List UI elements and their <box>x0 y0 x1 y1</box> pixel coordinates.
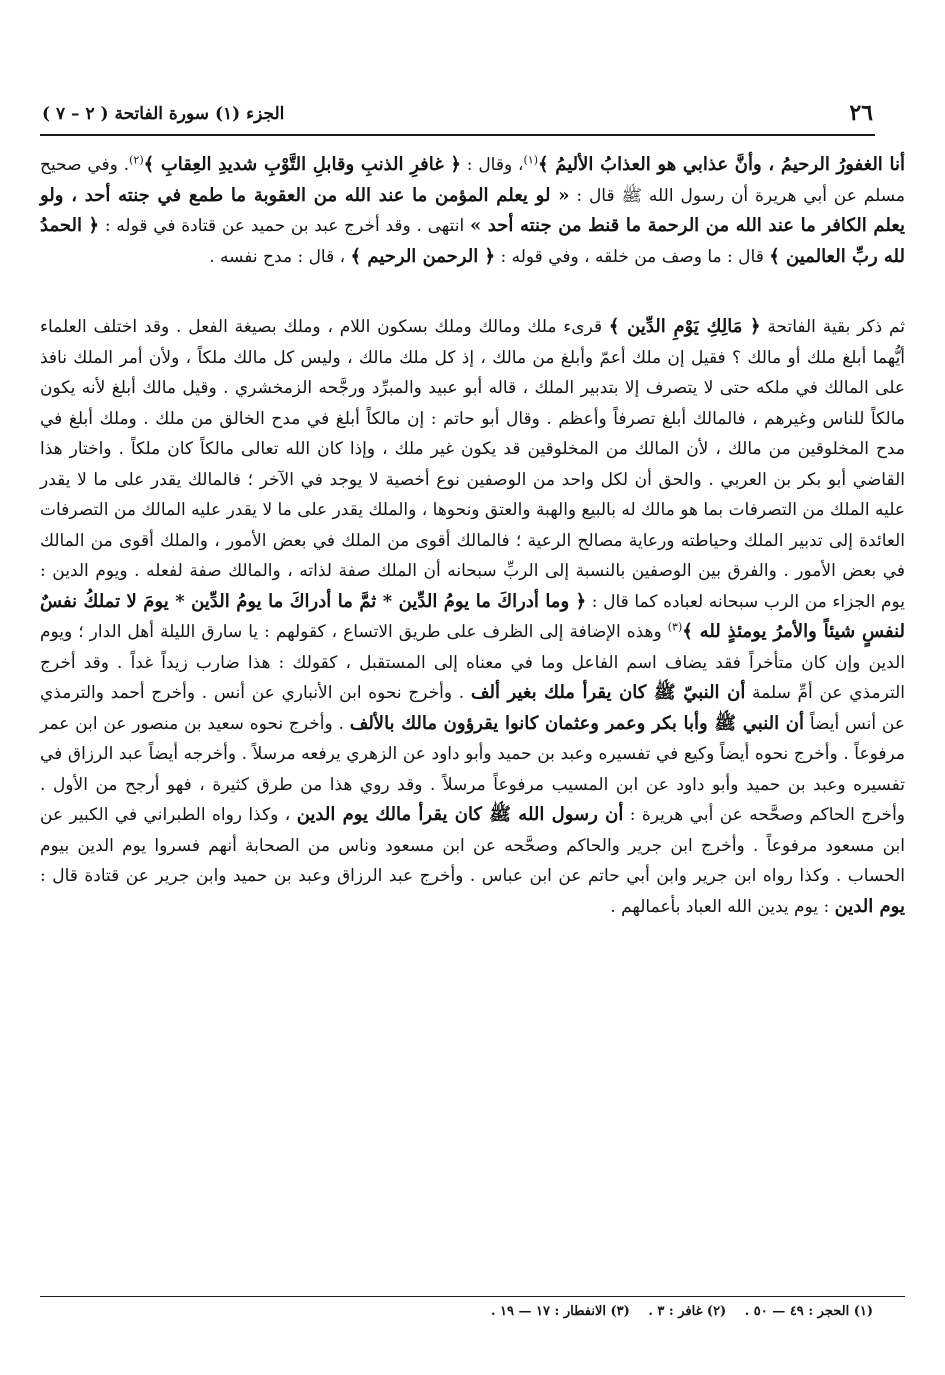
footnote-reference: (٣) <box>667 620 683 634</box>
header-rule <box>40 134 875 136</box>
paragraph-2 <box>40 312 905 922</box>
footnote-1: (١) الحجر : ٤٩ — ٥٠ . <box>744 1304 873 1319</box>
footnotes <box>300 1304 873 1319</box>
emphasized-text: أن النبيّ ﷺ كان يقرأ ملك بغير ألف <box>470 682 746 703</box>
footnote-3: (٣) الانفطار : ١٧ — ١٩ . <box>490 1304 630 1319</box>
text-segment: : يوم يدين الله العباد بأعمالهم . <box>610 896 835 917</box>
text-segment: . وأخرج نحوه ابن الأنباري عن أنس . وأخرج أحمد والترمذي عن أنس أيضاً <box>40 683 905 734</box>
emphasized-text: أن النبي ﷺ وأبا بكر وعمر وعثمان كانوا يقرؤون مالك بالألف <box>349 712 805 734</box>
footnote-2: (٢) غافر : ٣ . <box>648 1304 727 1319</box>
paragraph-1 <box>40 150 905 272</box>
emphasized-text: ﴿ وما أدراكَ ما يومُ الدِّين * ثمَّ ما أدراكَ ما يومُ الدِّين * يومَ لا تملكُ نفسٌ لنفسٍ شيئاً والأمرُ يومئذٍ لله ﴾ <box>40 590 905 642</box>
text-segment: قرىء ملك ومالك وملك بسكون اللام ، وملك بصيغة الفعل . وقد اختلف العلماء أيُّهما أبلغ ملك أو مالك ؟ فقيل إن ملك أعمّ وأبلغ من مالك ، إذ كل ملك مالك ، وليس كل مالك ملكاً ، ولأن أمر الملك نافذ على المالك في ملكه حتى لا يتصرف إلا بتدبير الملك ، قاله أبو عبيد والمبرِّد ورجَّحه الزمخشري . وقيل مالك أبلغ لأنه يكون مالكاً للناس وغيرهم ، فالمالك أبلغ تصرفاً وأعظم . وقال أبو حاتم : إن مالكاً أبلغ في مدح الخالق من ملك . وملك أبلغ في مدح المخلوقين من مالك ، لأن المالك من المخلوقين قد يكون غير ملك ، وإذا كان الله تعالى مالكاً كان ملكاً . واختار هذا القاضي أبو بكر بن العربي . والحق أن لكل واحد من الوصفين نوع أخصية لا يوجد في الآخر ؛ فالمالك يقدر على ما لا يقدر عليه الملك من التصرفات بما هو مالك له بالبيع والهبة والعتق ونحوها ، والملك يقدر على ما لا يقدر عليه المالك من التصرفات العائدة إلى تدبير الملك وحياطته ورعاية مصالح الرعية ؛ فالمالك أقوى من الملك في بعض الأمور ، والملك أقوى من المالك في بعض الأمور . والفرق بين الوصفين بالنسبة إلى الربِّ سبحانه أن الملك صفة لذاته ، والمالك صفة لفعله . ويوم الدين : يوم الجزاء من الرب سبحانه لعباده كما قال : <box>40 317 905 612</box>
text-segment: قال : ما وصف من خلقه ، وفي قوله : <box>495 246 770 267</box>
emphasized-text: يوم الدين <box>834 895 905 917</box>
emphasized-text: ﴿ الحمدُ لله ربِّ العالمين ﴾ <box>40 215 905 267</box>
footnote-rule <box>40 1296 905 1297</box>
emphasized-text: أنا الغفورُ الرحيمُ ، وأنَّ عذابي هو العذابُ الأليمُ ﴾ <box>538 154 906 175</box>
text-segment: ثم ذكر بقية الفاتحة <box>760 317 906 337</box>
emphasized-text: أن رسول الله ﷺ كان يقرأ مالك يوم الدين <box>296 804 624 825</box>
text-segment: ، وكذا رواه الطبراني في الكبير عن ابن مسعود مرفوعاً . وأخرج ابن جرير والحاكم وصحَّحه عن ابن مسعود وناس من الصحابة أنهم فسروا يوم الدين بيوم الحساب . وكذا رواه ابن جرير وابن أبي حاتم عن ابن عباس . وأخرج عبد الرزاق وعبد بن حميد وابن جرير عن قتادة قال : <box>40 805 905 886</box>
emphasized-text: ﴿ الرحمن الرحيم ﴾ <box>350 245 496 267</box>
text-segment: . وفي صحيح مسلم عن أبي هريرة أن رسول الله ﷺ قال : <box>40 155 905 206</box>
text-segment: ، قال : مدح نفسه . <box>209 246 351 267</box>
text-segment: وهذه الإضافة إلى الظرف على طريق الاتساع ، كقولهم : يا سارق الليلة أهل الدار ؛ ويوم الدين وإن كان متأخراً فقد يضاف اسم الفاعل وما في معناه إلى المستقبل ، كقولك : هذا ضارب زيداً غداً . وقد أخرج الترمذي عن أمِّ سلمة <box>40 622 905 703</box>
emphasized-text: ﴿ مَالِكِ يَوْمِ الدِّين ﴾ <box>608 316 761 337</box>
running-title: الجزء (١) سورة الفاتحة ( ٢ – ٧ ) <box>42 104 285 124</box>
page-number: ٢٦ <box>849 100 873 126</box>
page-header <box>42 96 873 136</box>
footnote-reference: (٢) <box>129 153 144 167</box>
text-segment: ، وقال : <box>460 155 524 175</box>
emphasized-text: ﴿ غافرِ الذنبِ وقابلِ التَّوْبِ شديدِ العِقابِ ﴾ <box>143 154 461 175</box>
emphasized-text: « لو يعلم المؤمن ما عند الله من العقوبة ما طمع في جنته أحد ، ولو يعلم الكافر ما عند الله من الرحمة ما قنط من جنته أحد » <box>40 184 906 236</box>
footnote-reference: (١) <box>523 153 539 167</box>
text-segment: انتهى . وقد أخرج عبد بن حميد عن قتادة في قوله : <box>99 216 470 236</box>
body-text <box>40 150 905 922</box>
text-segment: . وأخرج نحوه سعيد بن منصور عن ابن عمر مرفوعاً . وأخرج نحوه أيضاً وكيع في تفسيره وعبد بن حميد وأبو داود عن الزهري يرفعه مرسلاً . وأخرجه أيضاً عبد الرزاق في تفسيره وعبد بن حميد وأبو داود عن ابن المسيب مرفوعاً مرسلاً . وقد روي هذا من طرق كثيرة ، فهو أرجح من الأول . وأخرج الحاكم وصحَّحه عن أبي هريرة : <box>40 713 905 825</box>
